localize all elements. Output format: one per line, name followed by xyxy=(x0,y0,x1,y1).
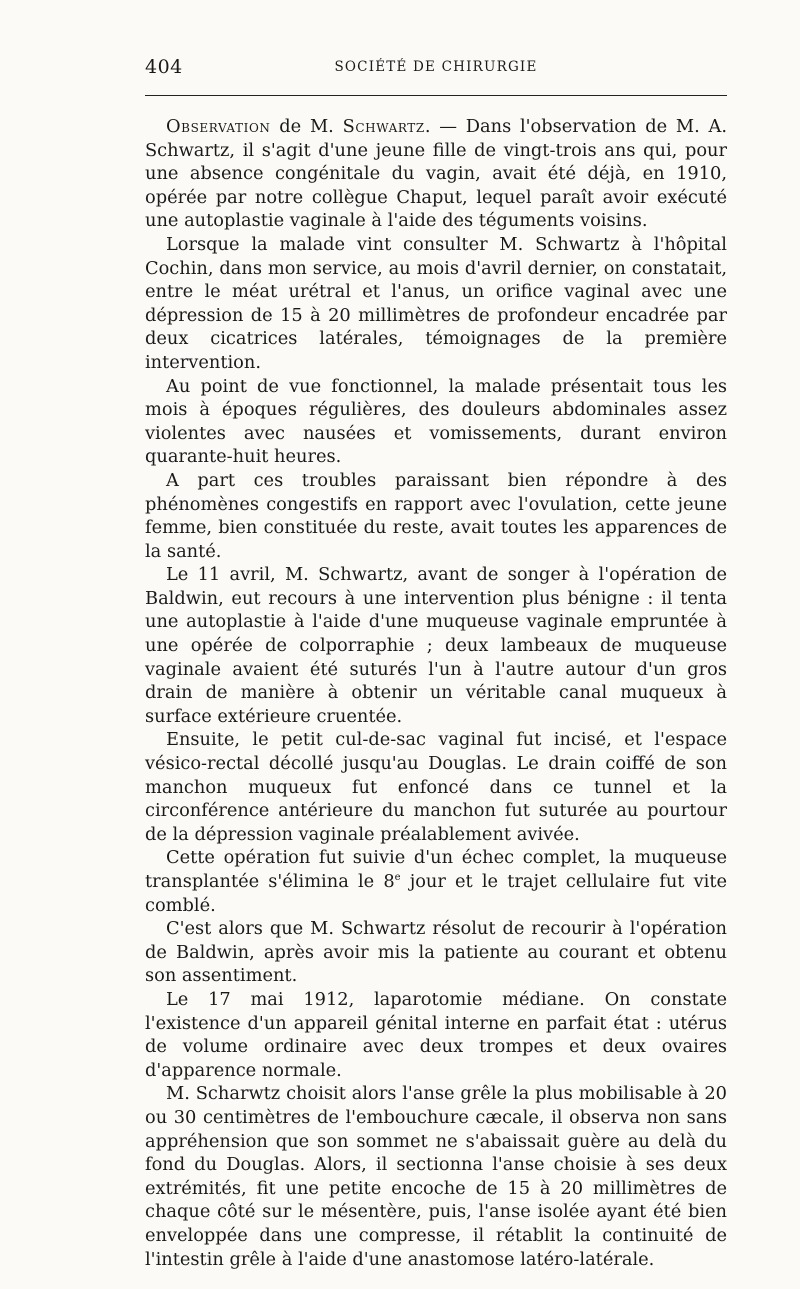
author-intro: de M. xyxy=(270,116,343,137)
paragraph xyxy=(145,846,727,917)
paragraph-observation xyxy=(145,115,727,233)
running-title: SOCIÉTÉ DE CHIRURGIE xyxy=(334,59,538,75)
body-text xyxy=(145,115,727,1271)
paragraph: Lorsque la malade vint consulter M. Schwartz à l'hôpital Cochin, dans mon service, au mois d'avril dernier, on constatait, entre le méat urétral et l'anus, un orifice vaginal avec une dépression de 15 à 20 millimètres de profondeur encadrée par deux cicatrices latérales, témoignages de la première intervention. xyxy=(145,233,727,373)
paragraph: Le 11 avril, M. Schwartz, avant de songer à l'opération de Baldwin, eut recours à une intervention plus bénigne : il tenta une autoplastie à l'aide d'une muqueuse vaginale empruntée à une opérée de colporraphie ; deux lambeaux de muqueuse vaginale avaient été suturés l'un à l'autre autour d'un gros drain de manière à obtenir un véritable canal muqueux à surface extérieure cruentée. xyxy=(145,564,727,727)
section-label: Observation xyxy=(166,116,271,137)
paragraph: A part ces troubles paraissant bien répondre à des phénomènes congestifs en rapport avec l'ovulation, cette jeune femme, bien constituée du reste, avait toutes les apparences de la santé. xyxy=(145,469,727,562)
header-rule xyxy=(145,95,727,96)
page-header xyxy=(145,56,727,82)
paragraph: Ensuite, le petit cul-de-sac vaginal fut incisé, et l'espace vésico-rectal décollé jusqu'au Douglas. Le drain coiffé de son manchon muqueux fut enfoncé dans ce tunnel et la circonférence antérieure du manchon fut suturée au pourtour de la dépression vaginale préalablement avivée. xyxy=(145,729,727,845)
paragraph: C'est alors que M. Schwartz résolut de recourir à l'opération de Baldwin, après avoir mis la patiente au courant et obtenu son assentiment. xyxy=(145,918,727,987)
author-name: Schwartz xyxy=(342,116,425,137)
paragraph-text: Cette opération fut suivie d'un échec complet, la muqueuse transplantée s'élimina le 8 xyxy=(145,847,727,892)
paragraph-text: . — Dans l'observation de M. A. Schwartz, il s'agit d'une jeune fille de vingt-trois ans qui, pour une absence congénitale du vagin, avait été déjà, en 1910, opérée par notre collègue Chaput, lequel paraît avoir exécuté une autoplastie vaginale à l'aide des téguments voisins. xyxy=(145,116,727,232)
ordinal-superscript: e xyxy=(394,872,401,884)
paragraph: M. Scharwtz choisit alors l'anse grêle la plus mobilisable à 20 ou 30 centimètres de l'embouchure cæcale, il observa non sans appréhension que son sommet ne s'abaissait guère au delà du fond du Douglas. Alors, il sectionna l'anse choisie à ses deux extrémités, fit une petite encoche de 15 à 20 millimètres de chaque côté sur le mésentère, puis, l'anse isolée ayant été bien enveloppée dans une compresse, il rétablit la continuité de l'intestin grêle à l'aide d'une anastomose latéro-latérale. xyxy=(145,1083,727,1270)
paragraph-text: jour et le trajet cellulaire fut vite comblé. xyxy=(145,871,727,916)
page-number: 404 xyxy=(145,56,183,78)
paragraph: Le 17 mai 1912, laparotomie médiane. On constate l'existence d'un appareil génital interne en parfait état : utérus de volume ordinaire avec deux trompes et deux ovaires d'apparence normale. xyxy=(145,988,727,1081)
paragraph: Au point de vue fonctionnel, la malade présentait tous les mois à époques régulières, des douleurs abdominales assez violentes avec nausées et vomissements, durant environ quarante-huit heures. xyxy=(145,375,727,468)
